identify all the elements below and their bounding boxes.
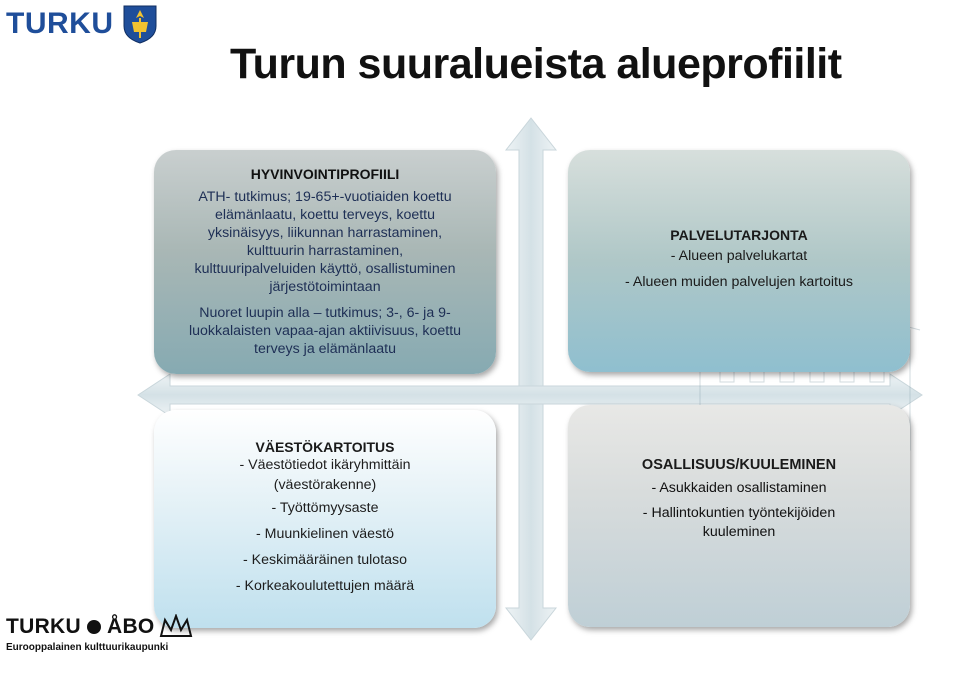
palvelutarjonta-box (568, 150, 910, 372)
nuoret-line: terveys ja elämänlaatu (254, 341, 396, 357)
turku-text: TURKU (6, 615, 81, 638)
vertical-arrow (506, 118, 556, 640)
palvelutarjonta-heading: PALVELUTARJONTA (670, 227, 808, 243)
hyvinvointiprofiili-box (154, 150, 496, 374)
page-title: Turun suuralueista alueprofiilit (230, 40, 842, 88)
nuoret-line: luokkalaisten vapaa-ajan aktiivisuus, koettu (188, 323, 462, 339)
vaesto-line: - Väestötiedot ikäryhmittäin (239, 457, 411, 473)
hyvinvointi-line: elämänlaatu, koettu terveys, koettu (214, 207, 436, 223)
vaesto-line: - Keskimääräinen tulotaso (242, 552, 408, 568)
hyvinvointi-line: ATH- tutkimus; 19-65+-vuotiaiden koettu (198, 189, 452, 205)
osallisuus-heading: OSALLISUUS/KUULEMINEN (641, 457, 837, 473)
hyvinvointi-line: kulttuuripalveluiden käyttö, osallistuminen (194, 261, 456, 277)
turku-abo-logo (6, 614, 193, 653)
hyvinvointi-line: kulttuurin harrastaminen, (246, 243, 404, 259)
vaesto-line: (väestörakenne) (273, 477, 377, 493)
vaestokartoitus-box (154, 410, 496, 628)
osallisuus-box (568, 405, 910, 627)
vaesto-line: - Korkeakoulutettujen määrä (235, 578, 415, 594)
osallisuus-line: - Asukkaiden osallistaminen (651, 480, 827, 496)
crown-icon (159, 614, 193, 640)
abo-text: ÅBO (107, 615, 155, 638)
nuoret-line: Nuoret luupin alla – tutkimus; 3-, 6- ja 9- (199, 305, 451, 321)
turku-logo-text: TURKU (6, 7, 114, 40)
hyvinvointiprofiili-heading: HYVINVOINTIPROFIILI (250, 166, 400, 182)
palvelu-line: - Alueen palvelukartat (670, 248, 808, 264)
hyvinvointi-line: yksinäisyys, liikunnan harrastaminen, (207, 225, 443, 241)
vaesto-line: - Työttömyysaste (271, 500, 379, 516)
vaesto-line: - Muunkielinen väestö (255, 526, 394, 542)
hyvinvointi-line: järjestötoimintaan (269, 279, 381, 295)
culture-capital-text: Eurooppalainen kulttuurikaupunki (6, 642, 169, 653)
logo-dot-icon (87, 620, 101, 634)
palvelu-line: - Alueen muiden palvelujen kartoitus (625, 274, 853, 290)
osallisuus-line: - Hallintokuntien työntekijöiden (642, 505, 836, 521)
vaestokartoitus-heading: VÄESTÖKARTOITUS (255, 439, 395, 455)
osallisuus-line: kuuleminen (702, 524, 776, 540)
